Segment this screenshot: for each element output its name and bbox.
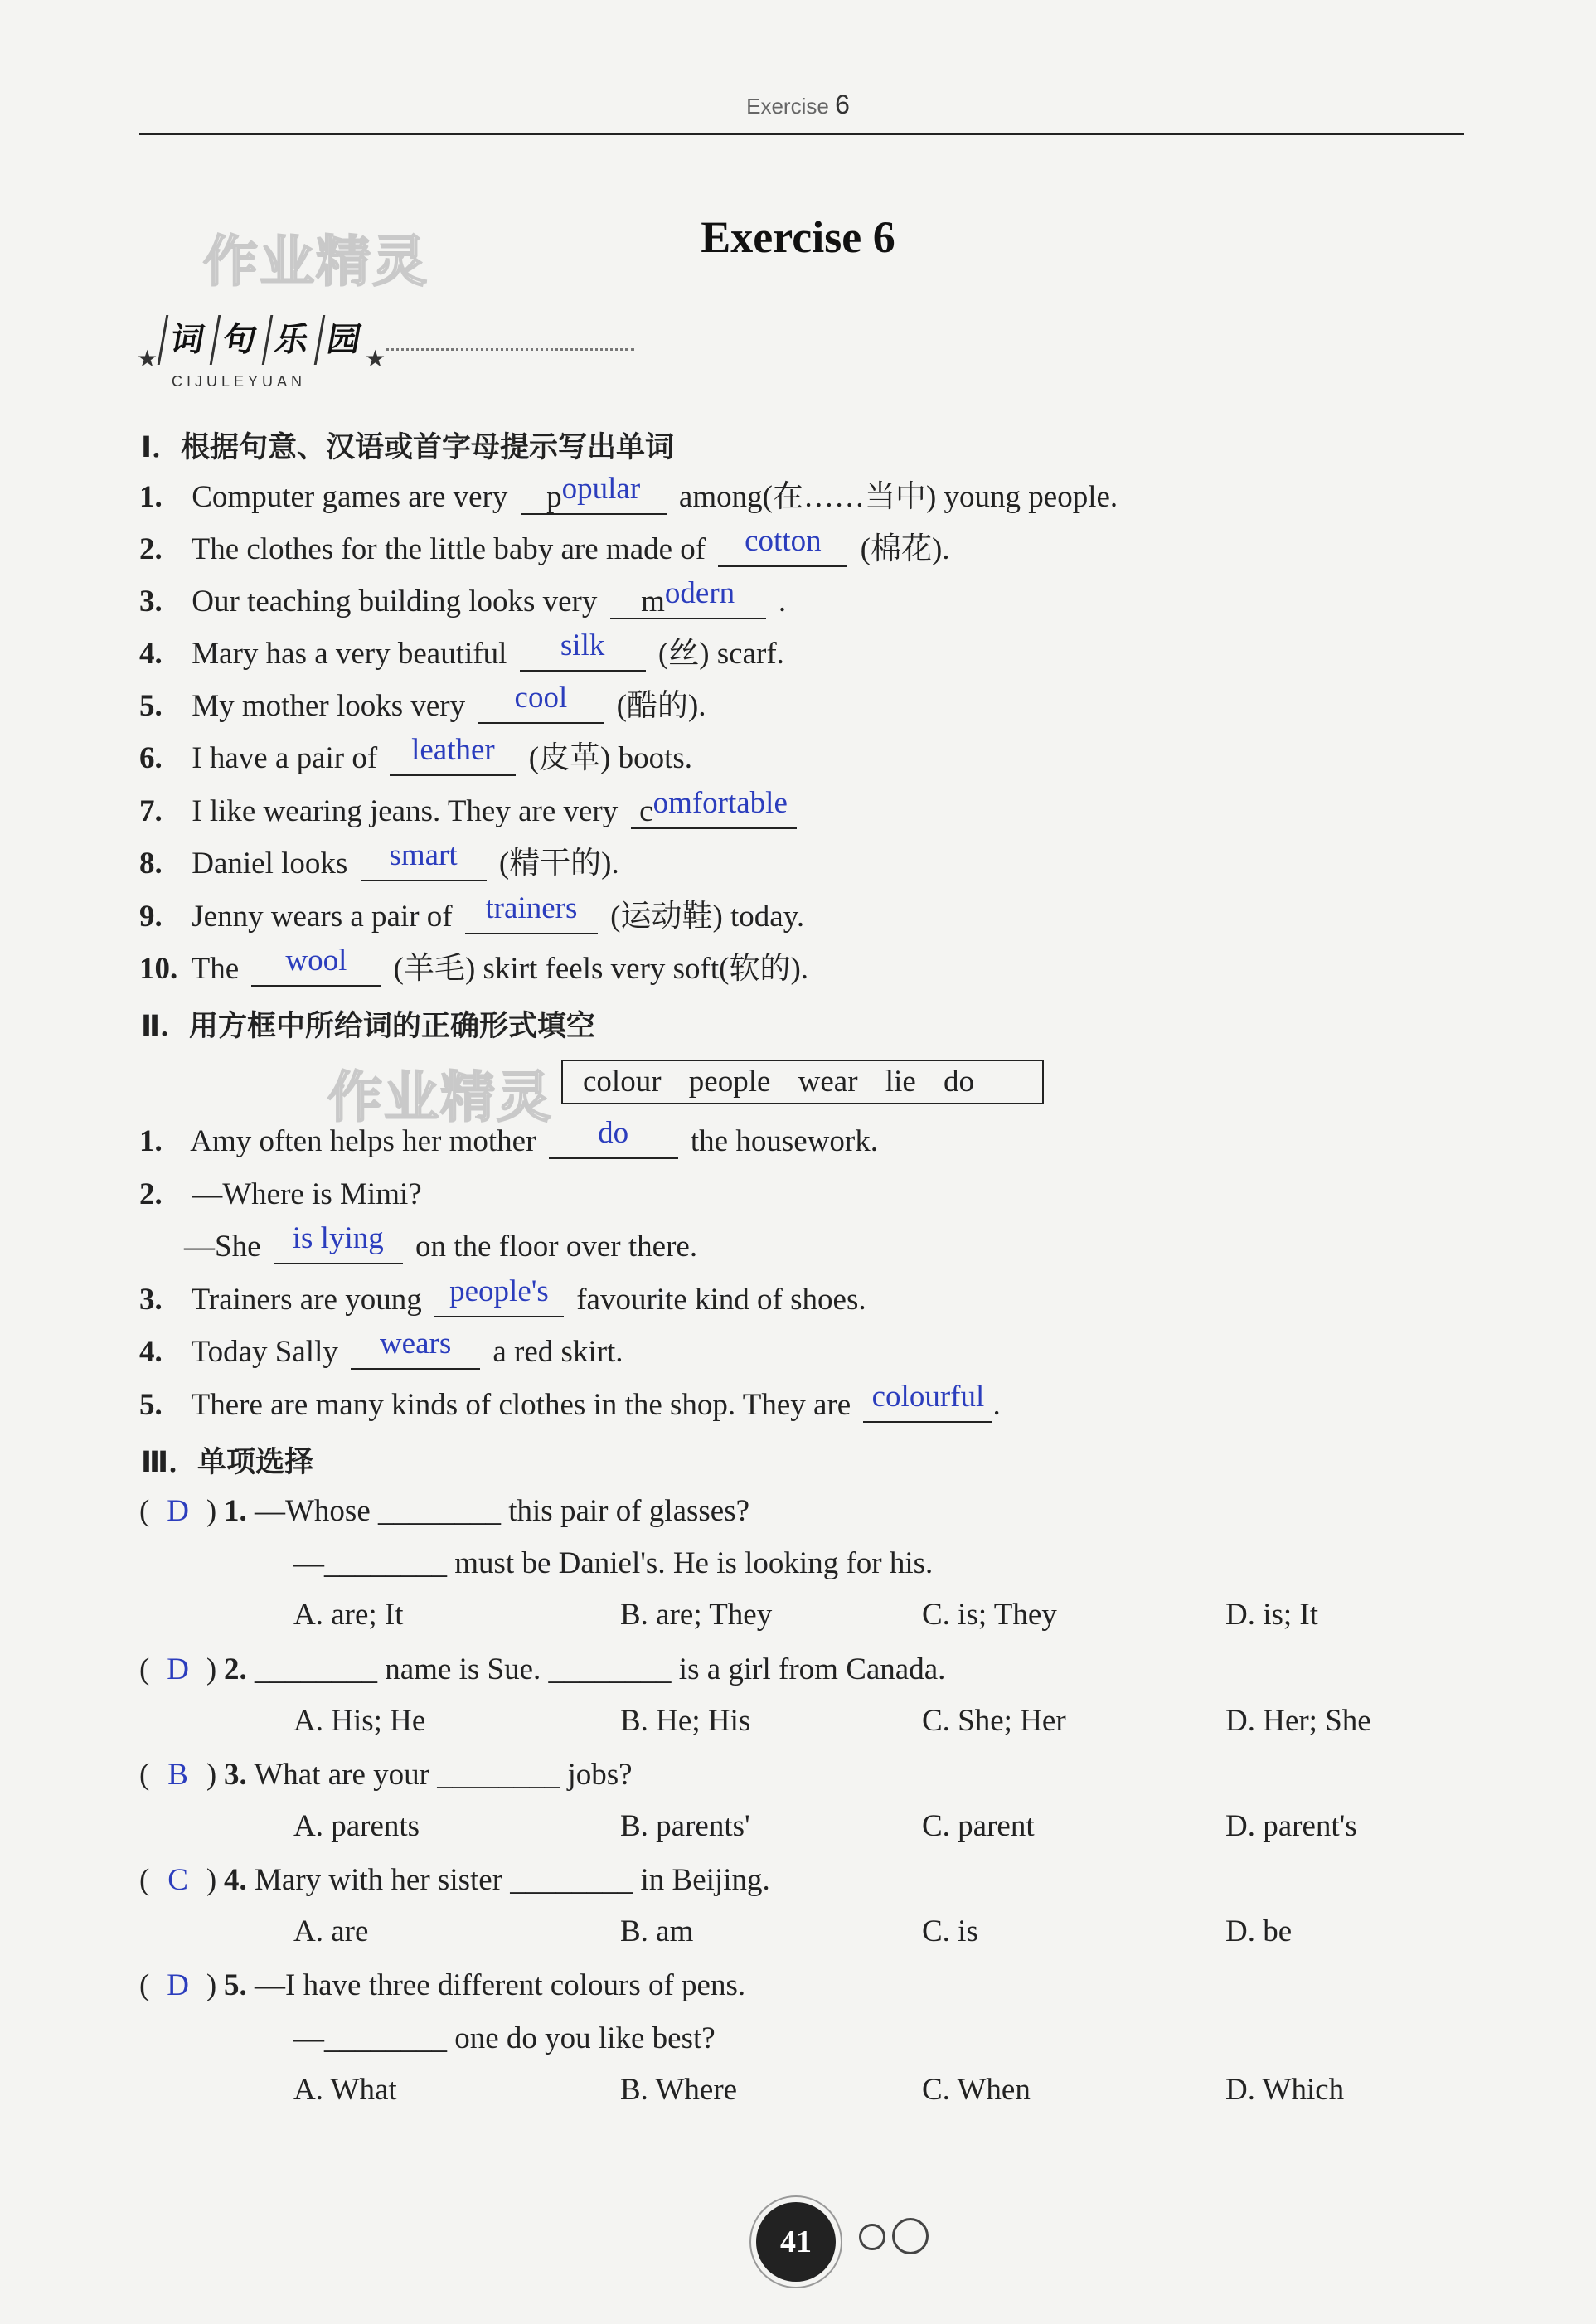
- option-d[interactable]: D. Which: [1225, 2073, 1345, 2107]
- fill-item: [139, 1327, 623, 1372]
- handwritten-answer: odern: [664, 576, 735, 610]
- answer-blank[interactable]: [390, 733, 516, 776]
- handwritten-answer: silk: [560, 628, 605, 662]
- question-number: 5.: [224, 1968, 247, 2002]
- question-number: 1.: [224, 1494, 247, 1528]
- running-header: [0, 90, 1596, 120]
- badge-char: 词: [158, 315, 216, 365]
- item-text: The clothes for the little baby are made of: [191, 532, 706, 566]
- handwritten-answer: omfortable: [652, 786, 788, 820]
- hint-letter: p: [546, 480, 562, 514]
- item-number: 10.: [139, 952, 178, 986]
- option-a[interactable]: A. What: [293, 2073, 397, 2107]
- question-number: 4.: [224, 1863, 247, 1897]
- item-text: a red skirt.: [492, 1335, 623, 1369]
- running-header-number: 6: [835, 90, 850, 119]
- handwritten-answer: colourful: [871, 1380, 985, 1414]
- question-number: 3.: [224, 1758, 247, 1792]
- option-d[interactable]: D. is; It: [1225, 1598, 1319, 1632]
- word-option: people: [688, 1065, 771, 1099]
- item-text: .: [778, 585, 787, 619]
- section1-heading: Ⅰ．根据句意、汉语或首字母提示写出单词: [141, 431, 675, 464]
- answer-blank[interactable]: [631, 786, 797, 829]
- badge-char: 园: [314, 315, 372, 365]
- item-text: Daniel looks: [192, 847, 348, 881]
- fill-item: [139, 891, 805, 937]
- item-number: 4.: [139, 1335, 163, 1369]
- fill-item: [139, 524, 950, 570]
- fill-item: [139, 786, 802, 832]
- option-c[interactable]: C. When: [922, 2073, 1031, 2107]
- item-text: .: [992, 1388, 1001, 1422]
- item-text: (皮革) boots.: [528, 741, 693, 775]
- item-text: —She: [184, 1230, 261, 1264]
- item-number: 4.: [139, 637, 163, 671]
- option-c[interactable]: C. is; They: [922, 1598, 1057, 1632]
- answer-paren[interactable]: ( B ): [139, 1755, 224, 1795]
- word-box: [561, 1060, 1044, 1104]
- fill-item: [139, 1274, 866, 1320]
- item-text: the housework.: [690, 1124, 878, 1158]
- decorative-circle-icon: [859, 2224, 885, 2250]
- page-title: Exercise 6: [701, 212, 895, 262]
- answer-blank[interactable]: [351, 1327, 480, 1370]
- choice-answer: C: [167, 1863, 188, 1897]
- fill-item: [184, 1221, 698, 1267]
- option-d[interactable]: D. Her; She: [1225, 1704, 1371, 1738]
- handwritten-answer: opular: [561, 472, 641, 506]
- decorative-circle-icon: [892, 2218, 929, 2254]
- item-number: 3.: [139, 585, 163, 619]
- page-number: 41: [756, 2202, 836, 2282]
- option-b[interactable]: B. am: [620, 1914, 694, 1948]
- word-option: lie: [885, 1065, 916, 1099]
- item-text: (精干的).: [498, 847, 619, 881]
- item-text: favourite kind of shoes.: [576, 1283, 866, 1317]
- option-c[interactable]: C. parent: [922, 1809, 1035, 1843]
- handwritten-answer: people's: [449, 1274, 549, 1308]
- item-text: on the floor over there.: [415, 1230, 698, 1264]
- badge-title: [162, 315, 367, 365]
- option-d[interactable]: D. be: [1225, 1914, 1293, 1948]
- section2-heading: Ⅱ．用方框中所给词的正确形式填空: [141, 1010, 596, 1043]
- option-b[interactable]: B. He; His: [620, 1704, 751, 1738]
- answer-blank[interactable]: [361, 838, 487, 881]
- item-number: 2.: [139, 1177, 163, 1211]
- answer-blank[interactable]: [863, 1380, 992, 1423]
- item-text: among(在……当中) young people.: [678, 480, 1118, 514]
- option-a[interactable]: A. parents: [293, 1809, 420, 1843]
- item-text: Mary has a very beautiful: [192, 637, 507, 671]
- item-text: Our teaching building looks very: [192, 585, 598, 619]
- mc-question: [139, 1966, 745, 2006]
- item-text: Jenny wears a pair of: [192, 900, 453, 934]
- item-text: —Where is Mimi?: [192, 1177, 422, 1211]
- word-option: wear: [798, 1065, 858, 1099]
- answer-blank[interactable]: [251, 944, 381, 987]
- hint-letter: m: [641, 585, 665, 619]
- item-number: 8.: [139, 847, 163, 881]
- mc-question: [139, 1755, 633, 1795]
- watermark-top: 作业精灵: [203, 230, 429, 294]
- item-number: 3.: [139, 1283, 163, 1317]
- question-stem: Mary with her sister ________ in Beijing.: [255, 1863, 770, 1897]
- watermark-mid: 作业精灵: [327, 1065, 553, 1129]
- word-option: colour: [583, 1065, 662, 1099]
- question-number: 2.: [224, 1652, 247, 1686]
- item-number: 5.: [139, 689, 163, 723]
- answer-paren[interactable]: ( C ): [139, 1861, 224, 1900]
- item-text: Trainers are young: [191, 1283, 422, 1317]
- handwritten-answer: is lying: [292, 1221, 384, 1255]
- answer-blank[interactable]: [520, 628, 646, 672]
- question-stem: What are your ________ jobs?: [254, 1758, 633, 1792]
- item-text: (酷的).: [616, 689, 706, 723]
- item-text: Today Sally: [191, 1335, 338, 1369]
- handwritten-answer: leather: [411, 733, 495, 767]
- handwritten-answer: wool: [285, 944, 347, 978]
- handwritten-answer: trainers: [485, 891, 578, 925]
- word-option: do: [944, 1065, 975, 1099]
- answer-blank[interactable]: [434, 1274, 564, 1317]
- item-text: (丝) scarf.: [657, 637, 784, 671]
- option-c[interactable]: C. She; Her: [922, 1704, 1066, 1738]
- option-b[interactable]: B. are; They: [620, 1598, 773, 1632]
- item-number: 5.: [139, 1388, 163, 1422]
- item-text: My mother looks very: [192, 689, 466, 723]
- badge-subtitle: CIJULEYUAN: [172, 373, 307, 390]
- mc-question: [139, 1492, 749, 1531]
- answer-paren[interactable]: ( D ): [139, 1492, 224, 1531]
- fill-item: [139, 1175, 422, 1215]
- hint-letter: c: [639, 794, 653, 828]
- star-icon: ★: [365, 347, 386, 372]
- item-text: There are many kinds of clothes in the shop. They are: [191, 1388, 851, 1422]
- mc-question: [139, 1861, 770, 1900]
- choice-answer: D: [167, 1652, 189, 1686]
- option-a[interactable]: A. are; It: [293, 1598, 404, 1632]
- mc-question: [139, 1650, 945, 1690]
- answer-blank[interactable]: [274, 1221, 403, 1264]
- badge-dotted-rule: [386, 348, 634, 351]
- answer-blank[interactable]: [718, 524, 847, 567]
- item-text: I have a pair of: [192, 741, 378, 775]
- item-number: 7.: [139, 794, 163, 828]
- badge-char: 乐: [262, 315, 320, 365]
- option-d[interactable]: D. parent's: [1225, 1809, 1357, 1843]
- answer-blank[interactable]: [478, 681, 604, 724]
- section3-heading: Ⅲ．单项选择: [141, 1446, 314, 1479]
- item-text: I like wearing jeans. They are very: [192, 794, 619, 828]
- option-c[interactable]: C. is: [922, 1914, 978, 1948]
- star-icon: ★: [137, 347, 158, 372]
- fill-item: [139, 838, 619, 884]
- question-stem-line2: —________ one do you like best?: [293, 2021, 716, 2055]
- answer-paren[interactable]: ( D ): [139, 1966, 224, 2006]
- question-stem: —I have three different colours of pens.: [255, 1968, 746, 2002]
- fill-item: [139, 472, 1118, 517]
- fill-item: [139, 1116, 878, 1162]
- handwritten-answer: smart: [389, 838, 458, 872]
- answer-blank[interactable]: [610, 576, 766, 619]
- section-badge: [137, 315, 651, 398]
- handwritten-answer: do: [598, 1116, 629, 1150]
- choice-answer: B: [167, 1758, 188, 1792]
- option-b[interactable]: B. Where: [620, 2073, 738, 2107]
- badge-char: 句: [210, 315, 268, 365]
- header-rule: [139, 133, 1464, 135]
- option-a[interactable]: A. His; He: [293, 1704, 426, 1738]
- item-text: The: [191, 952, 240, 986]
- answer-blank[interactable]: [549, 1116, 678, 1159]
- choice-answer: D: [167, 1494, 189, 1528]
- fill-item: [139, 576, 787, 622]
- choice-answer: D: [167, 1968, 189, 2002]
- fill-item: [139, 681, 706, 726]
- fill-item: [139, 1380, 1001, 1425]
- answer-blank[interactable]: [521, 472, 667, 515]
- running-header-label: Exercise: [746, 94, 829, 119]
- handwritten-answer: wears: [379, 1327, 452, 1361]
- question-stem-line2: —________ must be Daniel's. He is looking for his.: [293, 1546, 934, 1580]
- item-text: (棉花).: [860, 532, 950, 566]
- answer-paren[interactable]: ( D ): [139, 1650, 224, 1690]
- item-text: (运动鞋) today.: [610, 900, 805, 934]
- handwritten-answer: cotton: [745, 524, 822, 558]
- fill-item: [139, 628, 784, 674]
- question-stem: ________ name is Sue. ________ is a girl from Canada.: [255, 1652, 946, 1686]
- option-b[interactable]: B. parents': [620, 1809, 750, 1843]
- item-text: Computer games are very: [192, 480, 508, 514]
- item-number: 1.: [139, 480, 163, 514]
- item-text: Amy often helps her mother: [190, 1124, 536, 1158]
- fill-item: [139, 944, 809, 989]
- item-text: (羊毛) skirt feels very soft(软的).: [393, 952, 809, 986]
- option-a[interactable]: A. are: [293, 1914, 369, 1948]
- item-number: 1.: [139, 1124, 163, 1158]
- item-number: 2.: [139, 532, 163, 566]
- handwritten-answer: cool: [514, 681, 568, 715]
- question-stem: —Whose ________ this pair of glasses?: [255, 1494, 750, 1528]
- item-number: 9.: [139, 900, 163, 934]
- answer-blank[interactable]: [465, 891, 598, 934]
- item-number: 6.: [139, 741, 163, 775]
- fill-item: [139, 733, 693, 779]
